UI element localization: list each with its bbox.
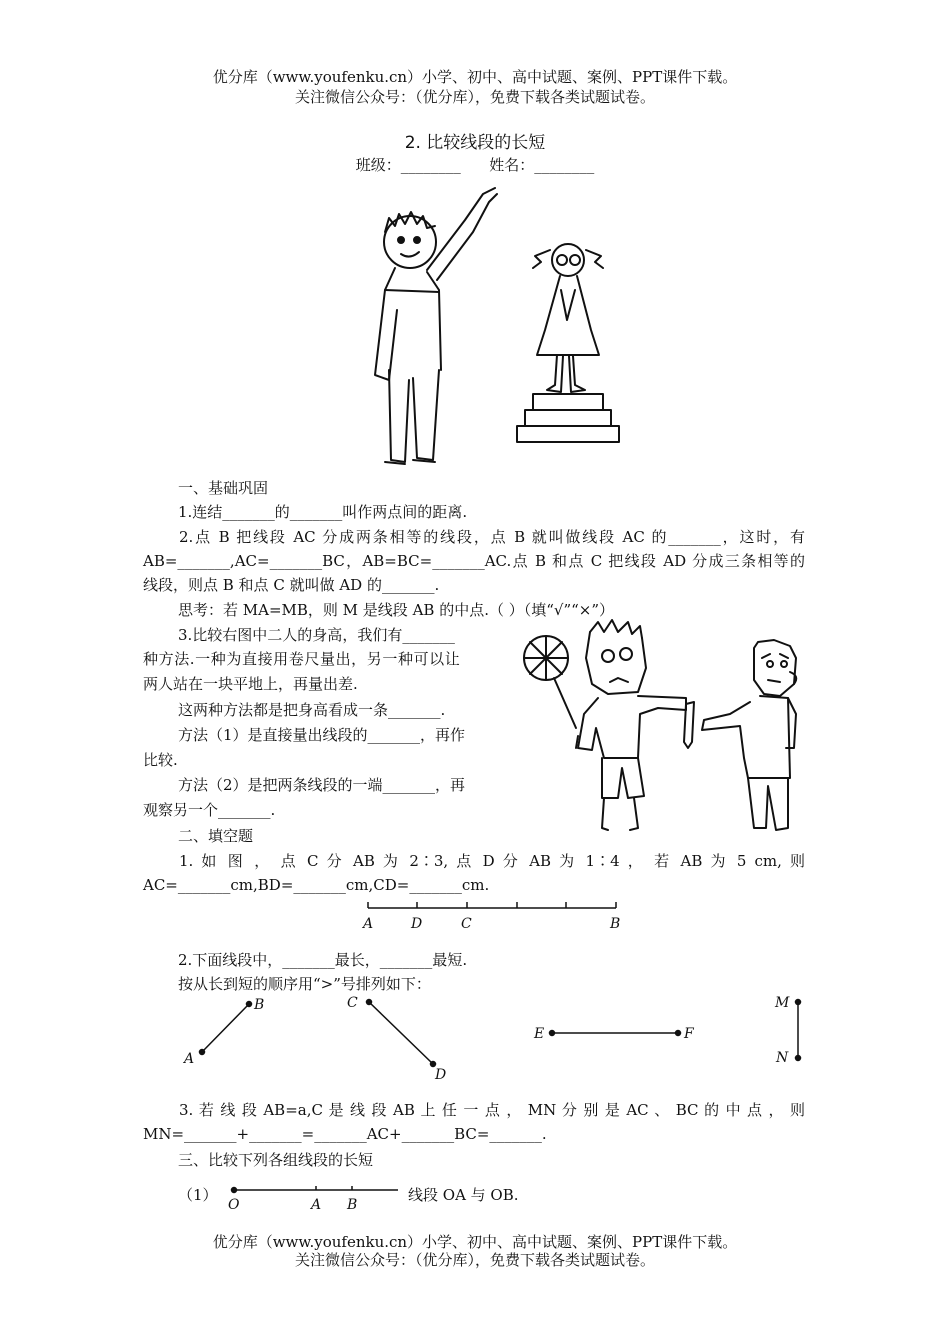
footer-line-2: 关注微信公众号：（优分库），免费下载各类试题试卷。 bbox=[294, 1251, 655, 1269]
section2-q2-line2: 按从长到短的顺序用“>”号排列如下： bbox=[178, 975, 431, 993]
section1-q2-line2: AB=_______,AC=_______BC，AB=BC=_______AC.点 B 和点 C 把线段 AD 分成三条相等的 bbox=[143, 552, 805, 570]
label-o: O bbox=[228, 1197, 240, 1213]
section2-q1-line2: AC=_______cm,BD=_______cm,CD=_______cm. bbox=[143, 876, 490, 894]
label-b: B bbox=[610, 916, 621, 932]
section3-item1-text: 线段 OA 与 OB. bbox=[408, 1186, 519, 1204]
section1-q3-line3: 两人站在一块平地上，再量出差. bbox=[143, 675, 358, 693]
section1-q2-line3: 线段，则点 B 和点 C 就叫做 AD 的_______. bbox=[143, 576, 440, 594]
section3-heading: 三、比较下列各组线段的长短 bbox=[178, 1151, 374, 1169]
section2-q3 bbox=[143, 1098, 805, 1146]
label-b: B bbox=[254, 997, 265, 1013]
footer-line-1: 优分库（www.youfenku.cn）小学、初中、高中试题、案例、PPT课件下载。 bbox=[212, 1233, 738, 1251]
page-title: 2. 比较线段的长短 bbox=[404, 133, 546, 153]
section2-q1 bbox=[143, 849, 805, 897]
label-m: M bbox=[775, 995, 790, 1011]
label-d: D bbox=[411, 916, 423, 932]
label-a: A bbox=[311, 1197, 322, 1213]
section2-heading: 二、填空题 bbox=[178, 827, 254, 845]
segment-oab-figure bbox=[224, 1178, 404, 1212]
section2-q1-line1: 1. 如 图 ， 点 C 分 AB 为 2∶3, 点 D 分 AB 为 1∶4 ， 若 AB 为 5 cm, 则 bbox=[179, 852, 805, 870]
class-name-line: 班级：________ 姓名：________ bbox=[355, 156, 595, 174]
header-line-1: 优分库（www.youfenku.cn）小学、初中、高中试题、案例、PPT课件下载。 bbox=[212, 68, 738, 86]
section1-q3-line7: 方法（2）是把两条线段的一端_______，再 bbox=[178, 776, 466, 794]
header-line-2: 关注微信公众号：（优分库），免费下载各类试题试卷。 bbox=[294, 88, 655, 106]
four-segments-figure bbox=[175, 990, 815, 1090]
section1-q3-line1: 3.比较右图中二人的身高，我们有_______ bbox=[178, 626, 455, 644]
section1-q3-line4: 这两种方法都是把身高看成一条_______. bbox=[178, 701, 446, 719]
label-c: C bbox=[347, 995, 358, 1011]
section1-q3-line5: 方法（1）是直接量出线段的_______，再作 bbox=[178, 726, 466, 744]
label-a: A bbox=[184, 1051, 195, 1067]
section1-heading: 一、基础巩固 bbox=[178, 479, 269, 497]
section1-q3-line2: 种方法.一种为直接用卷尺量出，另一种可以让 bbox=[143, 650, 461, 668]
label-f: F bbox=[684, 1026, 694, 1042]
height-comparison-illustration bbox=[355, 180, 625, 470]
section1-q3-line8: 观察另一个_______. bbox=[143, 801, 276, 819]
segment-ab-figure bbox=[360, 898, 630, 932]
section1-q2-line1: 2.点 B 把线段 AC 分成两条相等的线段，点 B 就叫做线段 AC 的_______，这时，有 bbox=[179, 528, 805, 546]
section2-q3-line1: 3. 若 线 段 AB=a,C 是 线 段 AB 上 任 一 点 ， MN 分 别 是 AC 、 BC 的 中 点 ， 则 bbox=[179, 1101, 805, 1119]
two-boys-illustration bbox=[518, 618, 808, 838]
label-e: E bbox=[534, 1026, 545, 1042]
section1-q1: 1.连结_______的_______叫作两点间的距离. bbox=[178, 503, 468, 521]
section1-q3-line6: 比较. bbox=[143, 751, 178, 769]
section3-item1-number: （1） bbox=[178, 1186, 218, 1204]
section1-q2 bbox=[143, 525, 805, 597]
label-n: N bbox=[776, 1050, 789, 1066]
label-d: D bbox=[435, 1067, 447, 1083]
label-b: B bbox=[347, 1197, 358, 1213]
section2-q3-line2: MN=_______+_______=_______AC+_______BC=_______. bbox=[143, 1125, 547, 1143]
section2-q2-line1: 2.下面线段中，_______最长，_______最短. bbox=[178, 951, 468, 969]
label-a: A bbox=[363, 916, 374, 932]
label-c: C bbox=[461, 916, 472, 932]
section1-think: 思考：若 MA=MB，则 M 是线段 AB 的中点.（ ）（填“√”“×”） bbox=[178, 601, 615, 619]
